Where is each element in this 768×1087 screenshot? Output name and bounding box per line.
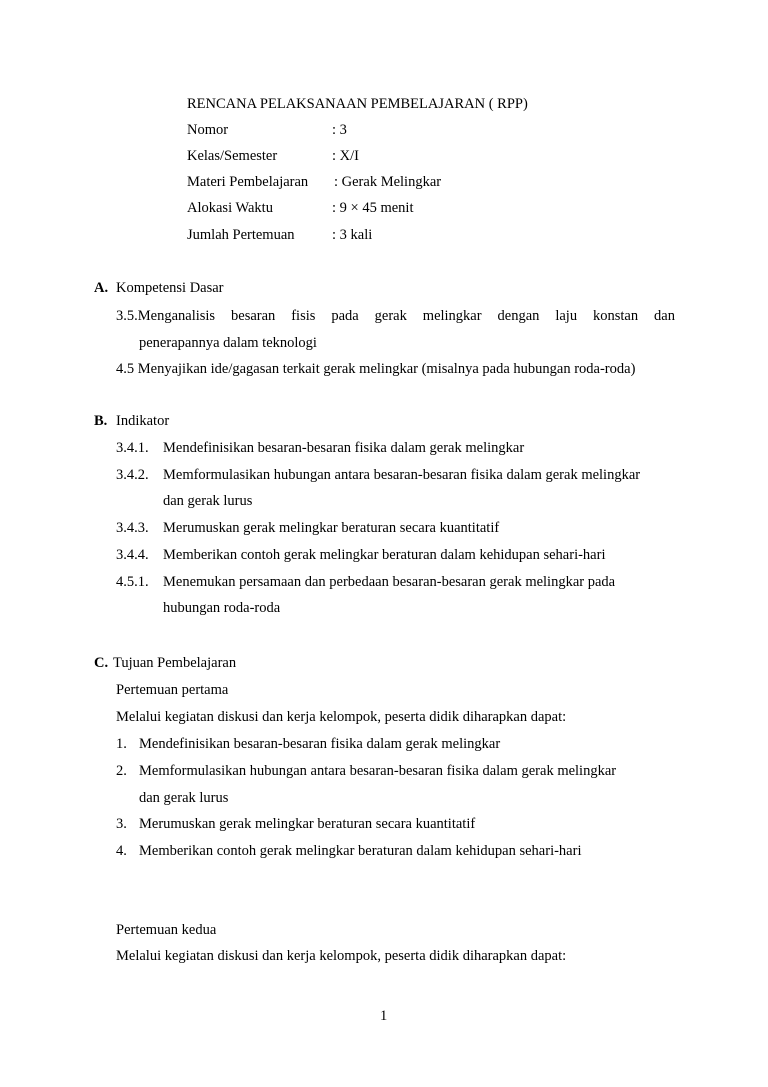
meeting-1-heading: Pertemuan pertama (116, 682, 229, 698)
header-value-materi: : Gerak Melingkar (334, 174, 442, 190)
section-a-letter: A. (94, 280, 109, 296)
section-c-letter: C. (94, 655, 109, 671)
indikator-text: Memberikan contoh gerak melingkar beraturan dalam kehidupan sehari-hari (163, 547, 606, 563)
tujuan-num: 3. (116, 816, 127, 832)
header-label-nomor: Nomor (187, 122, 229, 138)
indikator-num: 4.5.1. (116, 574, 149, 590)
kd-3-5-line2: penerapannya dalam teknologi (139, 335, 317, 351)
section-b-title: Indikator (116, 413, 170, 429)
tujuan-text: Mendefinisikan besaran-besaran fisika dalam gerak melingkar (139, 736, 501, 752)
tujuan-text: Memformulasikan hubungan antara besaran-besaran fisika dalam gerak melingkar (139, 763, 617, 779)
tujuan-text: Memberikan contoh gerak melingkar beraturan dalam kehidupan sehari-hari (139, 843, 582, 859)
indikator-num: 3.4.4. (116, 547, 149, 563)
header-label-kelas: Kelas/Semester (187, 148, 278, 164)
indikator-num: 3.4.3. (116, 520, 149, 536)
section-c-title: Tujuan Pembelajaran (113, 655, 237, 671)
document-title: RENCANA PELAKSANAAN PEMBELAJARAN ( RPP) (187, 96, 528, 112)
indikator-num: 3.4.2. (116, 467, 149, 483)
meeting-1-intro: Melalui kegiatan diskusi dan kerja kelompok, peserta didik diharapkan dapat: (116, 709, 567, 725)
tujuan-num: 2. (116, 763, 127, 779)
tujuan-num: 1. (116, 736, 127, 752)
indikator-text: Memformulasikan hubungan antara besaran-besaran fisika dalam gerak melingkar (163, 467, 641, 483)
tujuan-text-cont: dan gerak lurus (139, 790, 229, 806)
section-b-letter: B. (94, 413, 108, 429)
header-label-pertemuan: Jumlah Pertemuan (187, 227, 295, 243)
tujuan-text: Merumuskan gerak melingkar beraturan secara kuantitatif (139, 816, 476, 832)
kd-3-5-line1: 3.5.Menganalisis besaran fisis pada gerak melingkar dengan laju konstan dan (116, 308, 675, 324)
header-value-nomor: : 3 (332, 122, 347, 138)
indikator-text: Merumuskan gerak melingkar beraturan secara kuantitatif (163, 520, 500, 536)
indikator-text: Menemukan persamaan dan perbedaan besaran-besaran gerak melingkar pada (163, 574, 616, 590)
meeting-2-intro: Melalui kegiatan diskusi dan kerja kelompok, peserta didik diharapkan dapat: (116, 948, 567, 964)
header-label-materi: Materi Pembelajaran (187, 174, 309, 190)
indikator-text-cont: dan gerak lurus (163, 493, 253, 509)
section-a-title: Kompetensi Dasar (116, 280, 224, 296)
header-value-alokasi: : 9 × 45 menit (332, 200, 414, 216)
tujuan-num: 4. (116, 843, 127, 859)
kd-4-5: 4.5 Menyajikan ide/gagasan terkait gerak melingkar (misalnya pada hubungan roda-roda) (116, 361, 636, 377)
indikator-num: 3.4.1. (116, 440, 149, 456)
indikator-text: Mendefinisikan besaran-besaran fisika dalam gerak melingkar (163, 440, 525, 456)
header-label-alokasi: Alokasi Waktu (187, 200, 273, 216)
header-value-kelas: : X/I (332, 148, 359, 164)
header-value-pertemuan: : 3 kali (332, 227, 373, 243)
page-number: 1 (380, 1008, 388, 1024)
indikator-text-cont: hubungan roda-roda (163, 600, 281, 616)
meeting-2-heading: Pertemuan kedua (116, 922, 217, 938)
